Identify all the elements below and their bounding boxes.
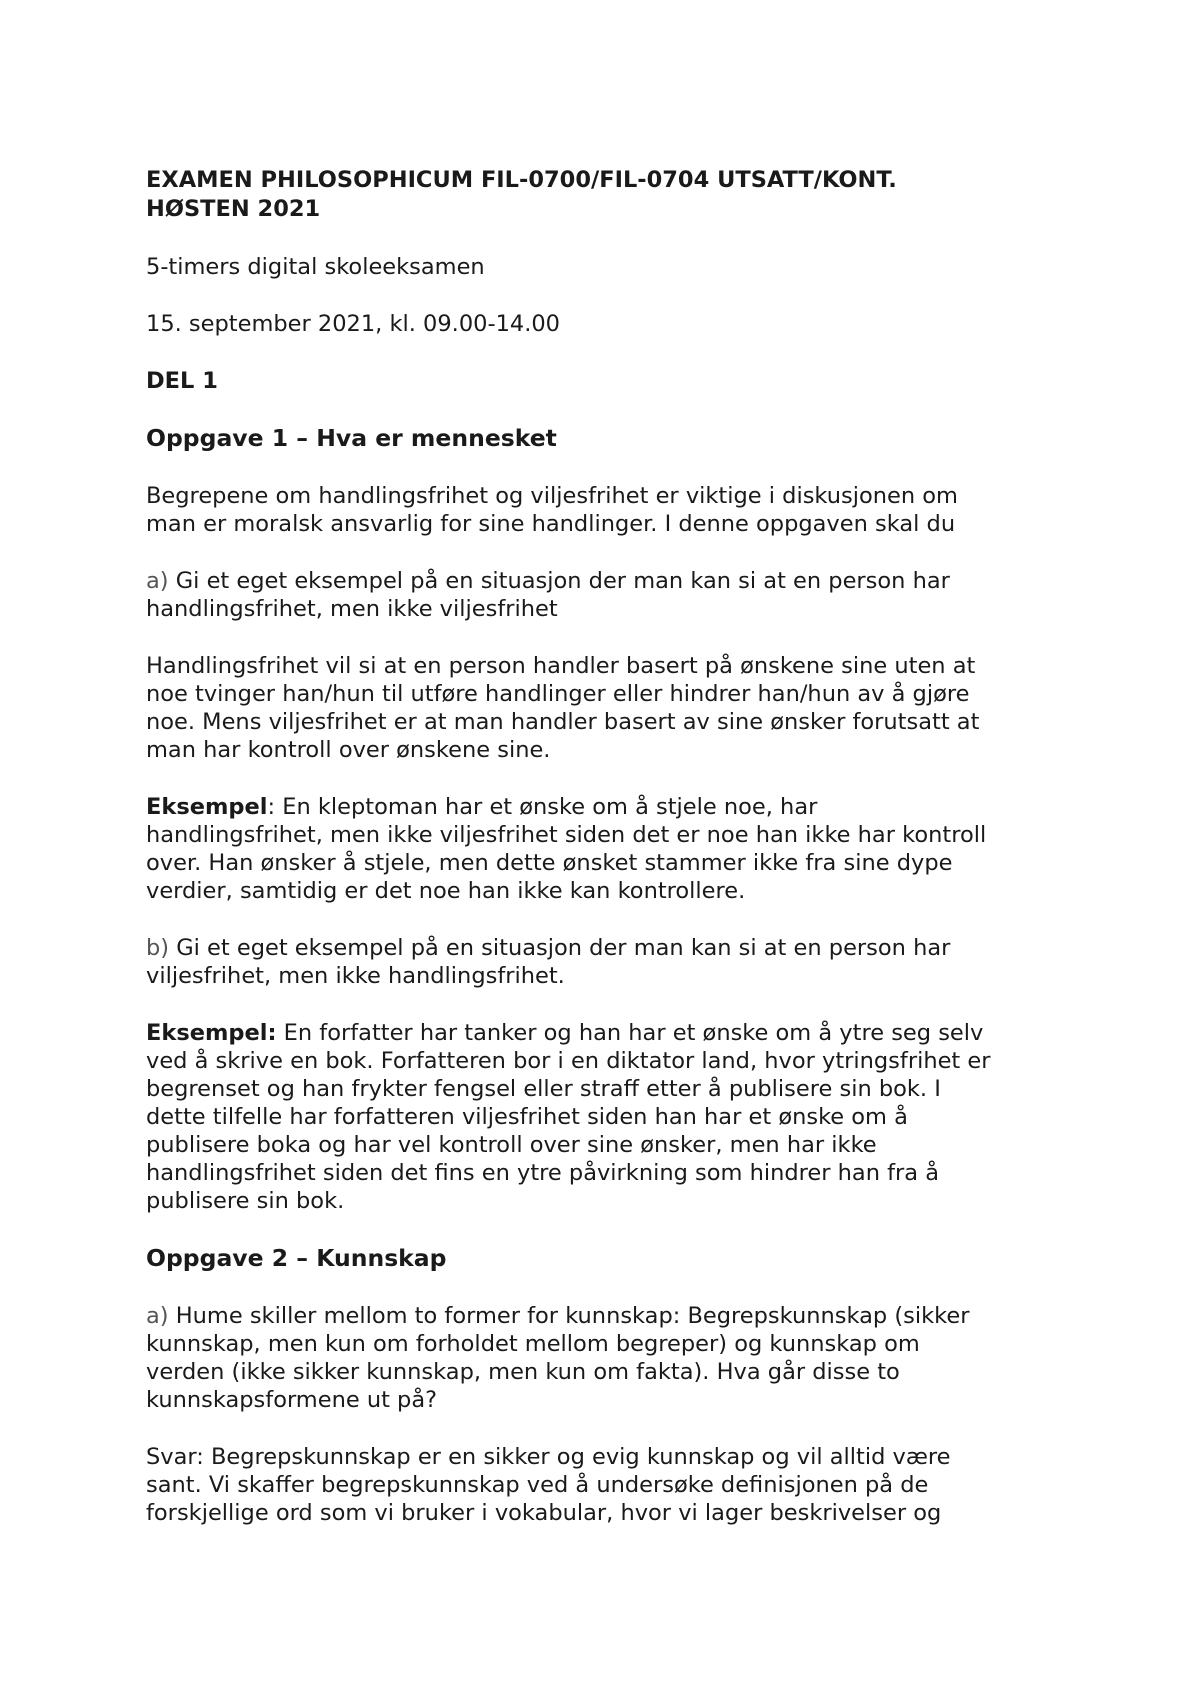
task1-title: Oppgave 1 – Hva er mennesket [146, 424, 557, 452]
task1-b-label: b) [146, 935, 170, 961]
exam-date: 15. september 2021, kl. 09.00-14.00 [146, 311, 560, 337]
example-text: verdier, samtidig er det noe han ikke kan kontrollere. [146, 878, 746, 904]
task2-a-question-text: kunnskapsformene ut på? [146, 1387, 438, 1413]
answer-line: Handlingsfrihet vil si at en person handler basert på ønskene sine uten at [146, 653, 976, 679]
example-label: Eksempel [146, 794, 268, 820]
part-heading: DEL 1 [146, 368, 218, 394]
example-text: over. Han ønsker å stjele, men dette ønsket stammer ikke fra sine dype [146, 850, 953, 876]
answer-line: sant. Vi skaffer begrepskunnskap ved å undersøke definisjonen på de [146, 1472, 929, 1498]
answer-line: noe tvinger han/hun til utføre handlinger eller hindrer han/hun av å gjøre [146, 681, 970, 707]
document-page [146, 166, 1076, 1527]
task1-a-question-text: handlingsfrihet, men ikke viljesfrihet [146, 596, 558, 622]
example-text: begrenset og han frykter fengsel eller straff etter å publisere sin bok. I [146, 1076, 941, 1102]
task1-b-question [146, 934, 1076, 990]
exam-type: 5-timers digital skoleeksamen [146, 254, 485, 280]
answer-line: Svar: Begrepskunnskap er en sikker og evig kunnskap og vil alltid være [146, 1444, 951, 1470]
answer-line: man har kontroll over ønskene sine. [146, 737, 551, 763]
task2-a-question-text: kunnskap, men kun om forholdet mellom begreper) og kunnskap om [146, 1331, 920, 1357]
task1-intro-line: Begrepene om handlingsfrihet og viljesfrihet er viktige i diskusjonen om [146, 483, 958, 509]
exam-title-line-1: EXAMEN PHILOSOPHICUM FIL-0700/FIL-0704 UTSATT/KONT. [146, 167, 897, 193]
task2-a-label: a) [146, 1303, 169, 1329]
task2-title: Oppgave 2 – Kunnskap [146, 1244, 447, 1272]
exam-title [146, 166, 1076, 224]
example-text: dette tilfelle har forfatteren viljesfrihet siden han har et ønske om å [146, 1104, 908, 1130]
task1-intro-line: man er moralsk ansvarlig for sine handlinger. I denne oppgaven skal du [146, 511, 956, 537]
task1-a-label: a) [146, 568, 169, 594]
example-label: Eksempel: [146, 1020, 277, 1046]
task1-a-question [146, 567, 1076, 623]
example-text: ved å skrive en bok. Forfatteren bor i en diktator land, hvor ytringsfrihet er [146, 1048, 991, 1074]
task2-answer [146, 1443, 1076, 1527]
task1-b-example [146, 1019, 1076, 1215]
example-text: handlingsfrihet, men ikke viljesfrihet siden det er noe han ikke har kontroll [146, 822, 987, 848]
example-text: En forfatter har tanker og han har et ønske om å ytre seg selv [276, 1020, 984, 1046]
example-text: : En kleptoman har et ønske om å stjele noe, har [267, 794, 818, 820]
task1-b-question-text: Gi et eget eksempel på en situasjon der man kan si at en person har [169, 935, 951, 961]
answer-line: forskjellige ord som vi bruker i vokabular, hvor vi lager beskrivelser og [146, 1500, 942, 1526]
task2-a-question-text: verden (ikke sikker kunnskap, men kun om fakta). Hva går disse to [146, 1359, 900, 1385]
task2-a-question-text: Hume skiller mellom to former for kunnskap: Begrepskunnskap (sikker [168, 1303, 970, 1329]
task1-a-example [146, 793, 1076, 905]
task1-b-question-text: viljesfrihet, men ikke handlingsfrihet. [146, 963, 565, 989]
task1-intro [146, 482, 1076, 538]
example-text: publisere boka og har vel kontroll over sine ønsker, men har ikke [146, 1132, 877, 1158]
task2-a-question [146, 1302, 1076, 1414]
example-text: handlingsfrihet siden det fins en ytre påvirkning som hindrer han fra å [146, 1160, 940, 1186]
answer-line: noe. Mens viljesfrihet er at man handler basert av sine ønsker forutsatt at [146, 709, 980, 735]
exam-title-line-2: HØSTEN 2021 [146, 196, 321, 222]
task1-a-answer [146, 652, 1076, 764]
task1-a-question-text: Gi et eget eksempel på en situasjon der man kan si at en person har [168, 568, 950, 594]
example-text: publisere sin bok. [146, 1188, 345, 1214]
